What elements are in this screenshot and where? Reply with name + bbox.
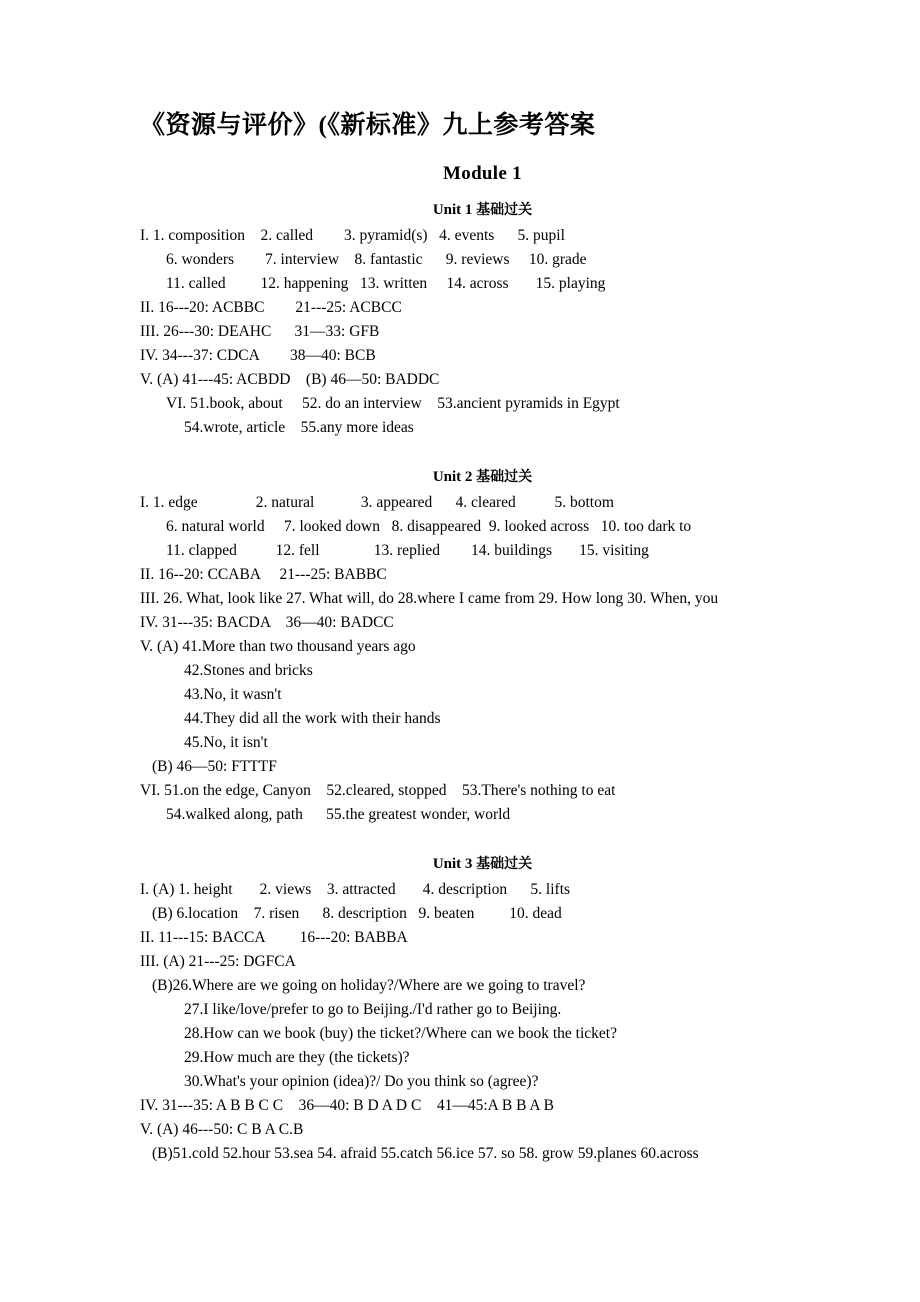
- answer-line: 45.No, it isn't: [184, 734, 268, 751]
- section-spacer: [140, 440, 825, 466]
- answer-line: I. 1. composition 2. called 3. pyramid(s) 4. events 5. pupil: [140, 227, 565, 244]
- answer-line: (B)26.Where are we going on holiday?/Where are we going to travel?: [152, 977, 586, 994]
- answer-line: 29.How much are they (the tickets)?: [184, 1049, 410, 1066]
- section-spacer: [140, 827, 825, 853]
- answer-line: III. 26---30: DEAHC 31—33: GFB: [140, 323, 380, 340]
- answer-line: V. (A) 41---45: ACBDD (B) 46—50: BADDC: [140, 371, 440, 388]
- answer-line: 54.wrote, article 55.any more ideas: [184, 419, 414, 436]
- answer-block-unit-2: [140, 491, 825, 827]
- answer-line: 54.walked along, path 55.the greatest wonder, world: [166, 806, 511, 823]
- answer-line: V. (A) 46---50: C B A C.B: [140, 1121, 304, 1138]
- answer-line: II. 11---15: BACCA 16---20: BABBA: [140, 929, 408, 946]
- page-title: 《资源与评价》(《新标准》九上参考答案: [140, 112, 596, 139]
- answer-line: 44.They did all the work with their hands: [184, 710, 441, 727]
- answer-line: IV. 34---37: CDCA 38—40: BCB: [140, 347, 376, 364]
- answer-line: II. 16---20: ACBBC 21---25: ACBCC: [140, 299, 402, 316]
- answer-line: (B) 46—50: FTTTF: [152, 758, 277, 775]
- unit-suffix-3: 基础过关: [476, 856, 533, 872]
- answer-block-unit-3: [140, 878, 825, 1166]
- unit-suffix-2: 基础过关: [476, 469, 533, 485]
- answer-line: IV. 31---35: BACDA 36—40: BADCC: [140, 614, 394, 631]
- unit-heading-2: [140, 466, 825, 486]
- answer-line: (B) 6.location 7. risen 8. description 9. beaten 10. dead: [152, 905, 562, 922]
- answer-block-unit-1: [140, 224, 825, 440]
- answer-line: 6. natural world 7. looked down 8. disappeared 9. looked across 10. too dark to: [166, 518, 692, 535]
- unit-heading-1: [140, 199, 825, 219]
- answer-line: 42.Stones and bricks: [184, 662, 313, 679]
- unit-label-2: Unit 2: [432, 469, 473, 485]
- answer-line: II. 16--20: CCABA 21---25: BABBC: [140, 566, 387, 583]
- answer-line: 11. clapped 12. fell 13. replied 14. buildings 15. visiting: [166, 542, 649, 559]
- answer-line: III. 26. What, look like 27. What will, do 28.where I came from 29. How long 30. When, you: [140, 590, 719, 607]
- answer-line: 28.How can we book (buy) the ticket?/Where can we book the ticket?: [184, 1025, 617, 1042]
- module-heading: Module 1: [443, 163, 522, 184]
- answer-line: 43.No, it wasn't: [184, 686, 282, 703]
- answer-line: 11. called 12. happening 13. written 14. across 15. playing: [166, 275, 606, 292]
- answer-line: I. 1. edge 2. natural 3. appeared 4. cleared 5. bottom: [140, 494, 614, 511]
- answer-line: VI. 51.on the edge, Canyon 52.cleared, stopped 53.There's nothing to eat: [140, 782, 616, 799]
- answer-line: 30.What's your opinion (idea)?/ Do you think so (agree)?: [184, 1073, 539, 1090]
- answer-line: VI. 51.book, about 52. do an interview 53.ancient pyramids in Egypt: [166, 395, 620, 412]
- answer-line: 27.I like/love/prefer to go to Beijing./I'd rather go to Beijing.: [184, 1001, 562, 1018]
- answer-line: I. (A) 1. height 2. views 3. attracted 4. description 5. lifts: [140, 881, 571, 898]
- answer-line: V. (A) 41.More than two thousand years ago: [140, 638, 416, 655]
- unit-suffix-1: 基础过关: [476, 202, 533, 218]
- answer-line: 6. wonders 7. interview 8. fantastic 9. reviews 10. grade: [166, 251, 587, 268]
- answer-line: III. (A) 21---25: DGFCA: [140, 953, 296, 970]
- answer-line: IV. 31---35: A B B C C 36—40: B D A D C 41—45:A B B A B: [140, 1097, 554, 1114]
- answer-line: (B)51.cold 52.hour 53.sea 54. afraid 55.catch 56.ice 57. so 58. grow 59.planes 60.across: [152, 1145, 699, 1162]
- unit-label-1: Unit 1: [432, 202, 473, 218]
- unit-heading-3: [140, 853, 825, 873]
- unit-label-3: Unit 3: [432, 856, 473, 872]
